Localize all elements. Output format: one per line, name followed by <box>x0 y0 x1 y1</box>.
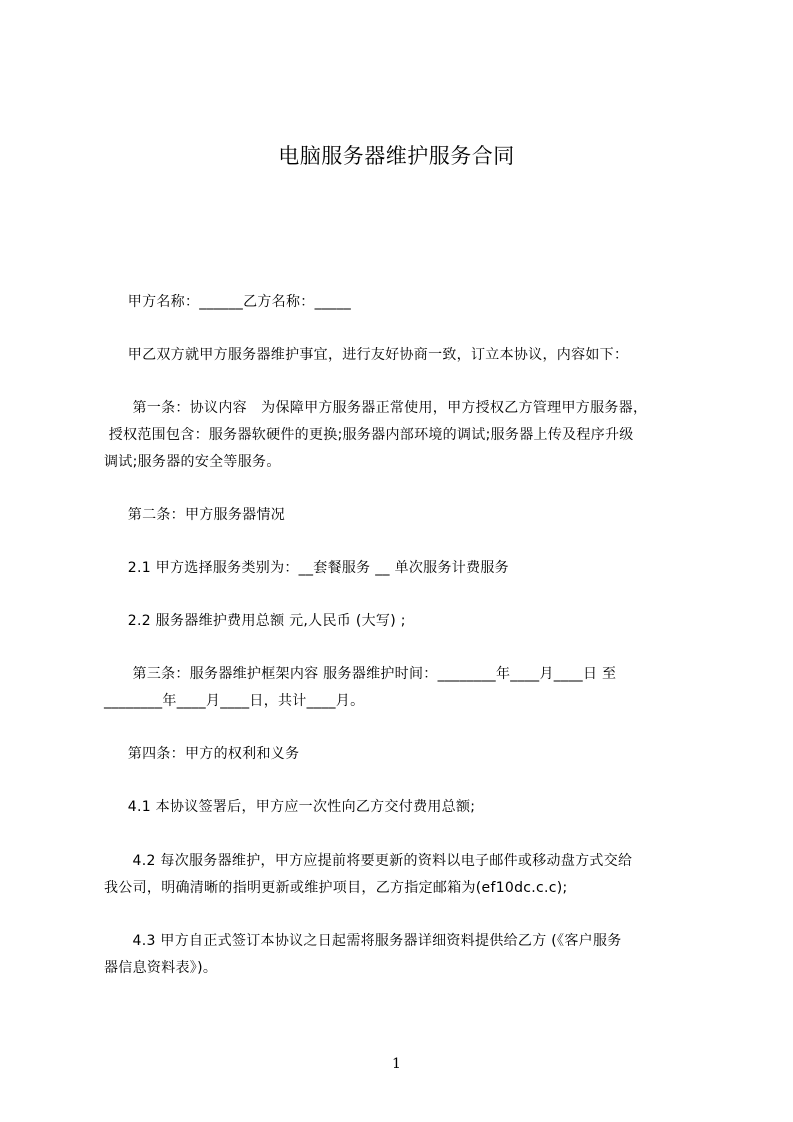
clause-2-2: 2.2 服务器维护费用总额 元,人民币 (大写) ; <box>104 613 406 629</box>
clause-4-1: 4.1 本协议签署后，甲方应一次性向乙方交付费用总额; <box>104 799 476 815</box>
article-2-heading: 第二条：甲方服务器情况 <box>104 507 286 523</box>
party-names-line: 甲方名称：______乙方名称：_____ <box>104 294 352 310</box>
intro-paragraph: 甲乙双方就甲方服务器维护事宜，进行友好协商一致，订立本协议，内容如下： <box>104 347 629 363</box>
clause-4-3: 4.3 甲方自正式签订本协议之日起需将服务器详细资料提供给乙方 (《客户服务 器信息资料表》)。 <box>104 933 622 976</box>
clause-4-2: 4.2 每次服务器维护，甲方应提前将要更新的资料以电子邮件或移动盘方式交给 我公司，明确清晰的指明更新或维护项目，乙方指定邮箱为(ef10dc.c.c); <box>104 853 633 896</box>
clause-2-1: 2.1 甲方选择服务类别为：__套餐服务 __ 单次服务计费服务 <box>104 560 509 576</box>
article-3-paragraph: 第三条：服务器维护框架内容 服务器维护时间：________年____月____日 至 ________年____月____日，共计____月。 <box>104 666 617 709</box>
document-title: 电脑服务器维护服务合同 <box>278 144 515 168</box>
article-1-paragraph: 第一条：协议内容 为保障甲方服务器正常使用，甲方授权乙方管理甲方服务器， 授权范围包含：服务器软硬件的更换;服务器内部环境的调试;服务器上传及程序升级 调试;服务器的安全等服务。 <box>104 400 648 470</box>
article-4-heading: 第四条：甲方的权利和义务 <box>104 746 300 762</box>
page-number: 1 <box>392 1056 401 1072</box>
